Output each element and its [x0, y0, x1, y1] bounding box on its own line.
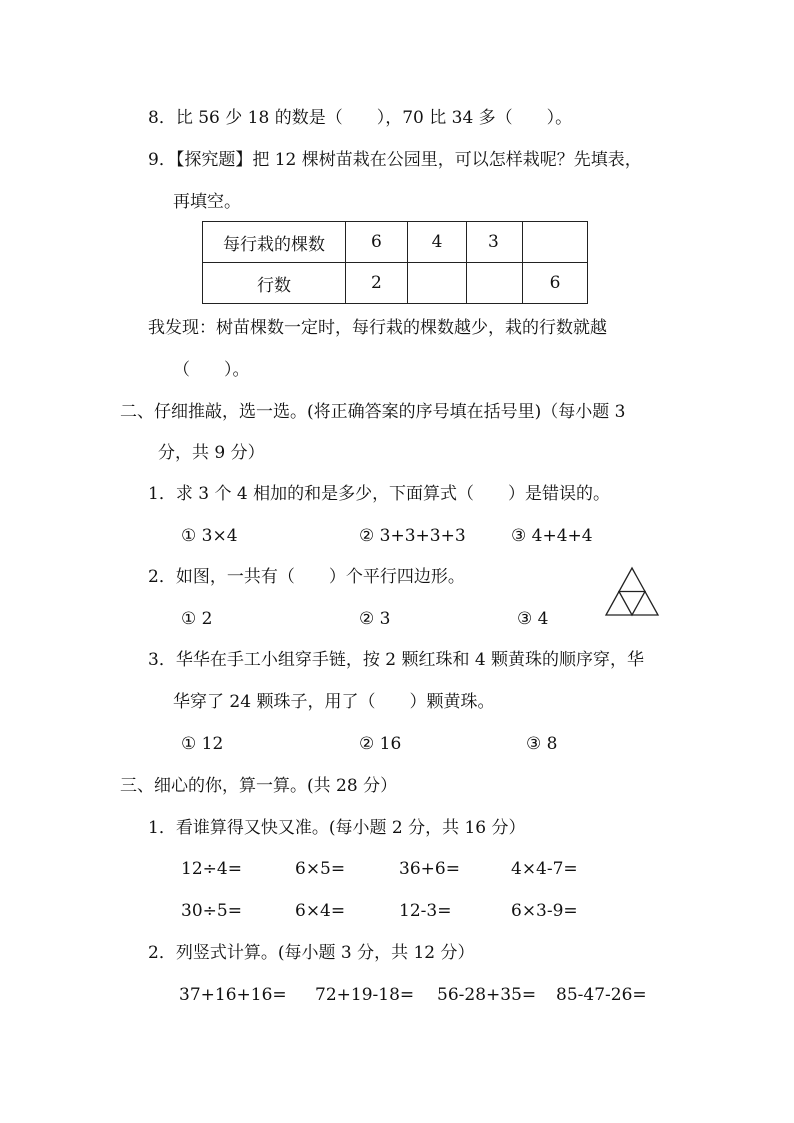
triangle-figure-icon: [604, 566, 660, 618]
question-9-line2: 再填空。: [173, 192, 241, 212]
table-row: [203, 222, 588, 263]
table-cell: [467, 263, 523, 304]
option-2: ② 3: [359, 609, 391, 629]
option-3: ③ 4+4+4: [511, 526, 593, 546]
section2-question-2: 2．如图，一共有（ ）个平行四边形。: [148, 567, 465, 587]
expression: 12-3=: [399, 901, 452, 921]
section3-question-1: 1．看谁算得又快又准。(每小题 2 分，共 16 分）: [148, 818, 526, 838]
table-cell: 每行栽的棵数: [203, 222, 346, 263]
section2-question-3-line2: 华穿了 24 颗珠子，用了（ ）颗黄珠。: [173, 692, 495, 712]
section3-question-2: 2．列竖式计算。(每小题 3 分，共 12 分）: [148, 943, 475, 963]
option-1: ① 2: [181, 609, 213, 629]
section2-title-line2: 分，共 9 分）: [158, 443, 265, 463]
option-1: ① 3×4: [181, 526, 238, 546]
expression: 6×5=: [295, 859, 346, 879]
expression: 4×4-7=: [511, 859, 578, 879]
section3-title: 三、细心的你，算一算。(共 28 分）: [120, 776, 398, 796]
option-3: ③ 4: [517, 609, 549, 629]
expression: 85-47-26=: [556, 985, 647, 1005]
expression: 12÷4=: [181, 859, 242, 879]
table-cell: 3: [467, 222, 523, 263]
table-cell: [408, 263, 467, 304]
question-8: 8．比 56 少 18 的数是（ ），70 比 34 多（ ）。: [148, 108, 573, 128]
table-cell: 6: [346, 222, 408, 263]
section2-question-1: 1．求 3 个 4 相加的和是多少，下面算式（ ）是错误的。: [148, 484, 611, 504]
table-cell: [523, 222, 588, 263]
expression: 30÷5=: [181, 901, 242, 921]
expression: 37+16+16=: [179, 985, 287, 1005]
table-cell: 行数: [203, 263, 346, 304]
expression: 6×3-9=: [511, 901, 578, 921]
section2-question-3-line1: 3．华华在手工小组穿手链，按 2 颗红珠和 4 颗黄珠的顺序穿，华: [148, 650, 645, 670]
option-1: ① 12: [181, 734, 224, 754]
section2-title-line1: 二、仔细推敲，选一选。(将正确答案的序号填在括号里)（每小题 3: [120, 402, 626, 422]
expression: 36+6=: [399, 859, 460, 879]
question-9-line1: 9．【探究题】把 12 棵树苗栽在公园里，可以怎样栽呢？先填表，: [148, 150, 642, 170]
option-2: ② 16: [359, 734, 402, 754]
discovery-line2: （ ）。: [173, 360, 250, 380]
table-cell: 4: [408, 222, 467, 263]
option-2: ② 3+3+3+3: [359, 526, 466, 546]
expression: 56-28+35=: [437, 985, 537, 1005]
table-row: [203, 263, 588, 304]
discovery-line1: 我发现：树苗棵数一定时，每行栽的棵数越少，栽的行数就越: [148, 318, 607, 338]
table-cell: 6: [523, 263, 588, 304]
planting-table: [202, 221, 588, 304]
expression: 72+19-18=: [315, 985, 415, 1005]
option-3: ③ 8: [526, 734, 558, 754]
expression: 6×4=: [295, 901, 346, 921]
table-cell: 2: [346, 263, 408, 304]
